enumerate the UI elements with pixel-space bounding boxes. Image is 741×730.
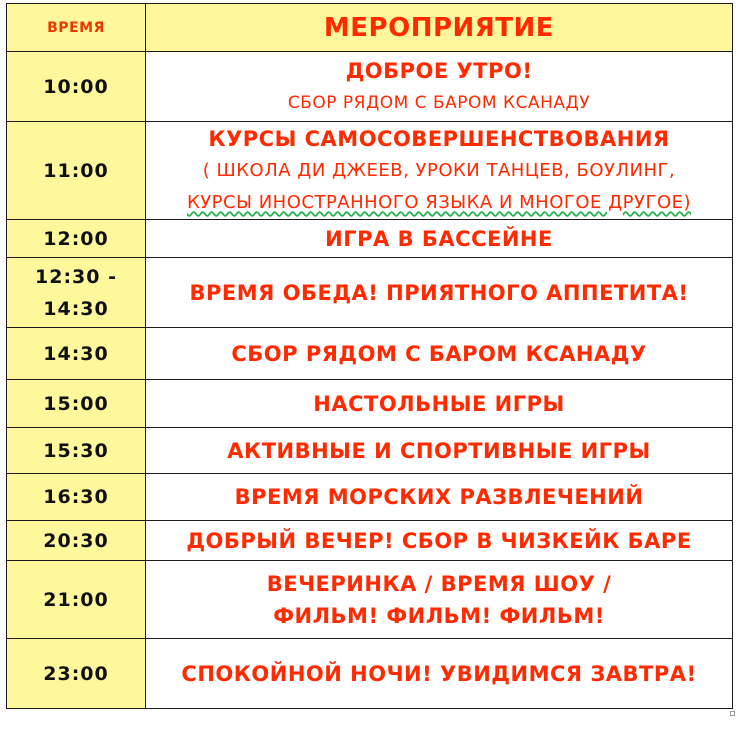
event-cell: АКТИВНЫЕ И СПОРТИВНЫЕ ИГРЫ <box>146 428 733 474</box>
table-row <box>7 52 733 122</box>
time-cell: 14:30 <box>7 328 146 380</box>
event-cell: СПОКОЙНОЙ НОЧИ! УВИДИМСЯ ЗАВТРА! <box>146 639 733 709</box>
header-row <box>7 4 733 52</box>
event-line: ВЕЧЕРИНКА / ВРЕМЯ ШОУ / <box>266 571 612 596</box>
time-cell: 23:00 <box>7 639 146 709</box>
table-resize-handle[interactable] <box>730 711 735 716</box>
table-row <box>7 380 733 428</box>
table-row <box>7 521 733 561</box>
time-cell: 10:00 <box>7 52 146 122</box>
event-subline: КУРСЫ ИНОСТРАННОГО ЯЗЫКА И МНОГОЕ ДРУГОЕ) <box>186 191 692 213</box>
event-cell: ВРЕМЯ ОБЕДА! ПРИЯТНОГО АППЕТИТА! <box>146 258 733 328</box>
event-cell: ВРЕМЯ МОРСКИХ РАЗВЛЕЧЕНИЙ <box>146 474 733 521</box>
event-cell: НАСТОЛЬНЫЕ ИГРЫ <box>146 380 733 428</box>
table-row <box>7 474 733 521</box>
event-subline: СБОР РЯДОМ С БАРОМ КСАНАДУ <box>287 92 591 113</box>
event-cell <box>146 52 733 122</box>
time-cell: 15:00 <box>7 380 146 428</box>
table-row <box>7 561 733 639</box>
time-cell: 12:00 <box>7 220 146 258</box>
schedule-table <box>6 3 733 709</box>
table-row <box>7 639 733 709</box>
table-row <box>7 258 733 328</box>
header-time-cell: ВРЕМЯ <box>7 4 146 52</box>
event-line: ДОБРОЕ УТРО! <box>345 58 533 83</box>
table-row <box>7 428 733 474</box>
event-cell <box>146 122 733 220</box>
event-cell: ДОБРЫЙ ВЕЧЕР! СБОР В ЧИЗКЕЙК БАРЕ <box>146 521 733 561</box>
event-subline: ( ШКОЛА ДИ ДЖЕЕВ, УРОКИ ТАНЦЕВ, БОУЛИНГ, <box>202 159 676 181</box>
table-row <box>7 122 733 220</box>
table-row <box>7 328 733 380</box>
time-cell: 16:30 <box>7 474 146 521</box>
event-line: ФИЛЬМ! ФИЛЬМ! ФИЛЬМ! <box>273 603 605 628</box>
event-line: КУРСЫ САМОСОВЕРШЕНСТВОВАНИЯ <box>208 126 670 151</box>
event-cell <box>146 561 733 639</box>
header-event-cell: МЕРОПРИЯТИЕ <box>146 4 733 52</box>
time-cell: 20:30 <box>7 521 146 561</box>
time-line: 14:30 <box>43 297 109 320</box>
time-cell: 15:30 <box>7 428 146 474</box>
time-cell <box>7 258 146 328</box>
event-cell: ИГРА В БАССЕЙНЕ <box>146 220 733 258</box>
time-line: 12:30 - <box>35 265 117 288</box>
table-row <box>7 220 733 258</box>
time-cell: 11:00 <box>7 122 146 220</box>
time-cell: 21:00 <box>7 561 146 639</box>
event-cell: СБОР РЯДОМ С БАРОМ КСАНАДУ <box>146 328 733 380</box>
